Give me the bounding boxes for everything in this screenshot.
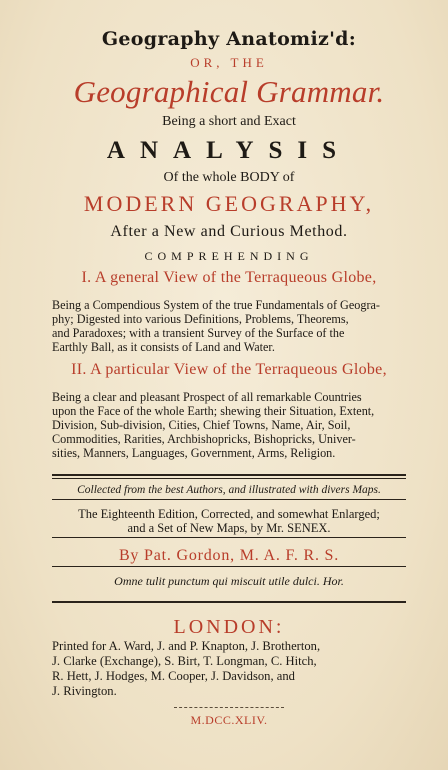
motto-line: Omne tulit punctum qui miscuit utile dulci. Hor. xyxy=(114,573,344,588)
modern-geography-heading: MODERN GEOGRAPHY, xyxy=(83,191,375,216)
analysis-heading: ANALYSIS xyxy=(106,137,352,164)
after-line: After a New and Curious Method. xyxy=(110,223,348,240)
imprint xyxy=(52,639,406,699)
section-1-line: phy; Digested into various Definitions, Problems, Theorems, xyxy=(52,312,349,326)
or-line: OR, THE xyxy=(190,55,268,70)
edition-line-2: and a Set of New Maps, by Mr. SENEX. xyxy=(127,521,331,535)
ornament-rule xyxy=(174,707,284,708)
subtitle-1: Being a short and Exact xyxy=(162,114,296,129)
section-1-line: Earthly Ball, as it consists of Land and Water. xyxy=(52,340,275,354)
section-1-line: Being a Compendious System of the true Fundamentals of Geogra- xyxy=(52,298,380,312)
subtitle-2: Of the whole BODY of xyxy=(163,170,295,185)
divider-rule-thin xyxy=(52,499,406,500)
section-2-line: Being a clear and pleasant Prospect of all remarkable Countries xyxy=(52,390,362,404)
section-1-heading: I. A general View of the Terraqueous Globe, xyxy=(81,269,377,286)
section-2-line: Division, Sub-division, Cities, Chief Towns, Name, Air, Soil, xyxy=(52,418,351,432)
section-2-heading: II. A particular View of the Terraqueous Globe, xyxy=(71,361,387,378)
author-line: By Pat. Gordon, M. A. F. R. S. xyxy=(118,546,340,564)
imprint-line: J. Rivington. xyxy=(52,683,117,698)
comprehending-line: COMPREHENDING xyxy=(144,249,314,263)
divider-rule xyxy=(52,474,406,476)
london-line: LONDON: xyxy=(173,615,285,638)
section-2-line: upon the Face of the whole Earth; shewing their Situation, Extent, xyxy=(52,404,375,418)
divider-rule-thin xyxy=(52,566,406,567)
divider-rule-thin xyxy=(52,478,406,479)
imprint-line: R. Hett, J. Hodges, M. Cooper, J. Davidson, and xyxy=(52,668,295,683)
year-line: M.DCC.XLIV. xyxy=(190,712,268,727)
main-title: Geographical Grammar. xyxy=(73,74,385,109)
title-line: Geography Anatomiz'd: xyxy=(101,28,357,50)
collected-line: Collected from the best Authors, and illustrated with divers Maps. xyxy=(77,484,381,496)
edition-line-1: The Eighteenth Edition, Corrected, and somewhat Enlarged; xyxy=(78,506,380,521)
section-1-text xyxy=(52,298,406,354)
section-2-line: sities, Manners, Languages, Government, Arms, Religion. xyxy=(52,446,336,460)
section-2-line: Commodities, Rarities, Archbishopricks, Bishopricks, Univer- xyxy=(52,432,356,446)
imprint-line: J. Clarke (Exchange), S. Birt, T. Longman, C. Hitch, xyxy=(52,653,317,668)
divider-rule-thin xyxy=(52,537,406,538)
imprint-line: Printed for A. Ward, J. and P. Knapton, J. Brotherton, xyxy=(52,638,321,653)
section-2-text xyxy=(52,390,406,460)
divider-rule xyxy=(52,601,406,603)
section-1-line: and Paradoxes; with a transient Survey of the Surface of the xyxy=(52,326,345,340)
